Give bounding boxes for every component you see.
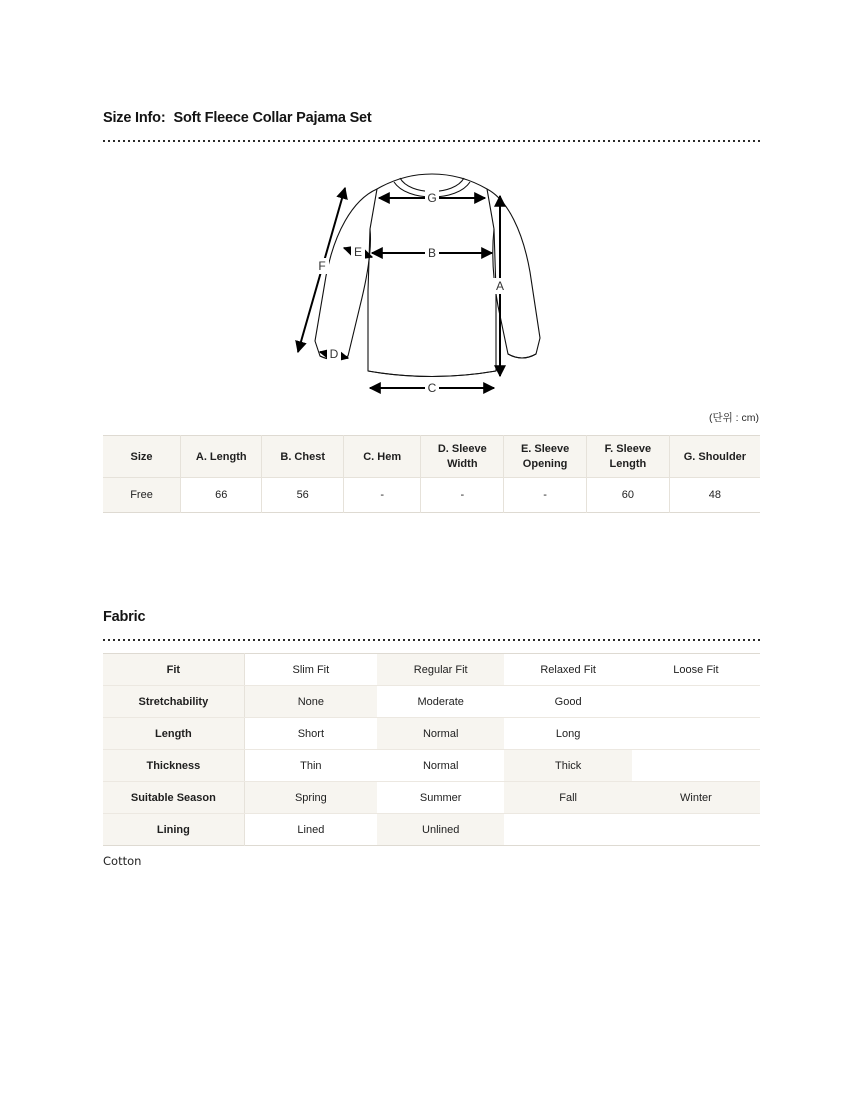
- diagram-label-a: [493, 278, 507, 294]
- fabric-empty-cell: [632, 750, 760, 782]
- fabric-row-stretchability: [103, 686, 760, 718]
- fabric-option-cell[interactable]: Moderate: [377, 686, 504, 718]
- svg-text:D: D: [329, 347, 338, 362]
- diagram-label-f: [315, 258, 329, 274]
- fabric-row-label: Suitable Season: [103, 782, 244, 814]
- svg-text:B: B: [427, 246, 436, 261]
- table-row: [103, 477, 760, 512]
- fabric-empty-cell: [632, 718, 760, 750]
- fabric-row-length: [103, 718, 760, 750]
- fabric-row-thickness: [103, 750, 760, 782]
- size-table-col-size: Size: [103, 436, 181, 478]
- fabric-option-cell[interactable]: Good: [504, 686, 631, 718]
- size-table-cell-f-sleeve-length: 60: [587, 477, 670, 512]
- size-info-heading-label: Size Info: [103, 110, 161, 126]
- size-table-cell-c-hem: -: [343, 477, 421, 512]
- measurement-unit-note: (단위 : cm): [708, 412, 759, 425]
- diagram-label-b: [425, 245, 439, 261]
- size-table-cell-size: Free: [103, 477, 181, 512]
- fabric-option-cell[interactable]: Regular Fit: [377, 654, 504, 686]
- fabric-option-cell[interactable]: Summer: [377, 782, 504, 814]
- size-table-col-d-sleeve-width: D. Sleeve Width: [421, 436, 504, 478]
- garment-measurement-diagram: [282, 156, 582, 406]
- fabric-option-cell[interactable]: Normal: [377, 750, 504, 782]
- size-table-cell-e-sleeve-opening: -: [504, 477, 587, 512]
- fabric-option-cell[interactable]: Spring: [244, 782, 377, 814]
- fabric-option-cell[interactable]: Short: [244, 718, 377, 750]
- section-spacer: [103, 513, 760, 609]
- fabric-row-label: Fit: [103, 654, 244, 686]
- garment-diagram-wrapper: [103, 156, 760, 406]
- fabric-empty-cell: [632, 814, 760, 846]
- svg-text:A: A: [495, 279, 504, 294]
- diagram-label-c: [425, 380, 439, 396]
- size-info-section: [103, 110, 760, 513]
- svg-text:C: C: [427, 381, 436, 396]
- fabric-row-suitable-season: [103, 782, 760, 814]
- fabric-row-label: Lining: [103, 814, 244, 846]
- size-table-cell-a-length: 66: [181, 477, 262, 512]
- fabric-option-cell[interactable]: Winter: [632, 782, 760, 814]
- fabric-option-cell[interactable]: Lined: [244, 814, 377, 846]
- size-table-col-b-chest: B. Chest: [262, 436, 343, 478]
- size-table-col-f-sleeve-length: F. Sleeve Length: [587, 436, 670, 478]
- fabric-option-cell[interactable]: Thick: [504, 750, 631, 782]
- size-table-col-c-hem: C. Hem: [343, 436, 421, 478]
- svg-text:G: G: [426, 191, 437, 206]
- fabric-attribute-table: [103, 653, 760, 846]
- size-table-cell-b-chest: 56: [262, 477, 343, 512]
- fabric-heading: Fabric: [103, 608, 146, 625]
- fabric-empty-cell: [632, 686, 760, 718]
- fabric-option-cell[interactable]: Unlined: [377, 814, 504, 846]
- fabric-divider: [103, 639, 760, 641]
- fabric-option-cell[interactable]: Relaxed Fit: [504, 654, 631, 686]
- fabric-option-cell[interactable]: Thin: [244, 750, 377, 782]
- product-name: Soft Fleece Collar Pajama Set: [173, 110, 372, 126]
- svg-text:F: F: [317, 259, 326, 274]
- diagram-label-e: [351, 244, 365, 260]
- fabric-option-cell[interactable]: Long: [504, 718, 631, 750]
- fabric-empty-cell: [504, 814, 631, 846]
- fabric-row-lining: [103, 814, 760, 846]
- size-info-divider: [103, 140, 760, 142]
- size-info-heading: [103, 110, 760, 127]
- fabric-option-cell[interactable]: Slim Fit: [244, 654, 377, 686]
- size-table-header-row: [103, 436, 760, 478]
- fabric-material-note: Cotton: [103, 854, 142, 869]
- size-info-heading-colon: :: [160, 110, 166, 126]
- size-table-cell-g-shoulder: 48: [669, 477, 760, 512]
- size-table-cell-d-sleeve-width: -: [421, 477, 504, 512]
- fabric-option-cell[interactable]: Normal: [377, 718, 504, 750]
- diagram-label-d: [327, 346, 341, 362]
- size-table-col-a-length: A. Length: [181, 436, 262, 478]
- fabric-row-label: Stretchability: [103, 686, 244, 718]
- fabric-option-cell[interactable]: None: [244, 686, 377, 718]
- diagram-label-g: [425, 190, 439, 205]
- svg-text:E: E: [353, 245, 362, 260]
- fabric-section: [103, 609, 760, 868]
- fabric-option-cell[interactable]: Fall: [504, 782, 631, 814]
- fabric-row-label: Length: [103, 718, 244, 750]
- fabric-row-label: Thickness: [103, 750, 244, 782]
- fabric-option-cell[interactable]: Loose Fit: [632, 654, 760, 686]
- fabric-row-fit: [103, 654, 760, 686]
- size-table-col-e-sleeve-opening: E. Sleeve Opening: [504, 436, 587, 478]
- content-column: [103, 110, 760, 868]
- size-measurement-table: [103, 435, 760, 513]
- size-table-col-g-shoulder: G. Shoulder: [669, 436, 760, 478]
